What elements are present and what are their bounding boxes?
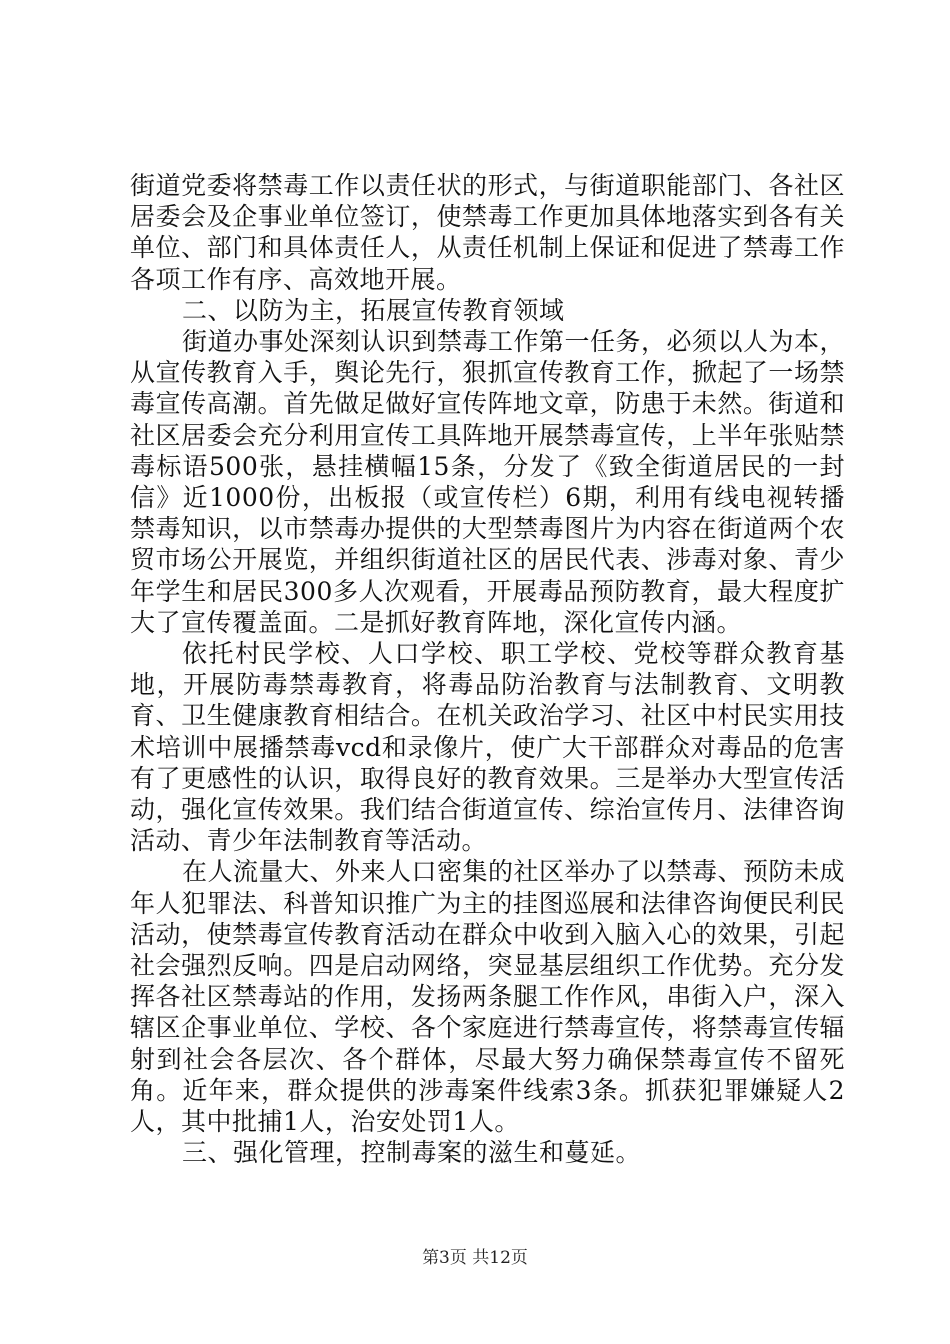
paragraph: 街道办事处深刻认识到禁毒工作第一任务，必须以人为本，从宣传教育入手，舆论先行，狠抓宣传教育工作，掀起了一场禁毒宣传高潮。首先做足做好宣传阵地文章，防患于未然。街道和社区居委会充分利用宣传工具阵地开展禁毒宣传，上半年张贴禁毒标语500张，悬挂横幅15条，分发了《致全街道居民的一封信》近1000份，出板报（或宣传栏）6期，利用有线电视转播禁毒知识，以市禁毒办提供的大型禁毒图片为内容在街道两个农贸市场公开展览，并组织街道社区的居民代表、涉毒对象、青少年学生和居民300多人次观看，开展毒品预防教育，最大程度扩大了宣传覆盖面。二是抓好教育阵地，深化宣传内涵。 (130, 327, 846, 637)
document-body (130, 170, 845, 1169)
section-heading-3: 三、强化管理，控制毒案的滋生和蔓延。 (182, 1138, 642, 1168)
paragraph-continuation: 街道党委将禁毒工作以责任状的形式，与街道职能部门、各社区居委会及企事业单位签订，使禁毒工作更加具体地落实到各有关单位、部门和具体责任人，从责任机制上保证和促进了禁毒工作各项工作有序、高效地开展。 (130, 171, 845, 294)
section-heading-2: 二、以防为主，拓展宣传教育领域 (182, 295, 565, 325)
paragraph: 在人流量大、外来人口密集的社区举办了以禁毒、预防未成年人犯罪法、科普知识推广为主的挂图巡展和法律咨询便民利民活动，使禁毒宣传教育活动在群众中收到入脑入心的效果，引起社会强烈反响。四是启动网络，突显基层组织工作优势。充分发挥各社区禁毒站的作用，发扬两条腿工作作风，串街入户，深入辖区企事业单位、学校、各个家庭进行禁毒宣传，将禁毒宣传辐射到社会各层次、各个群体，尽最大努力确保禁毒宣传不留死角。近年来，群众提供的涉毒案件线索3条。抓获犯罪嫌疑人2人，其中批捕1人，治安处罚1人。 (130, 857, 846, 1137)
page-number-footer: 第3页 共12页 (422, 1248, 528, 1268)
paragraph: 依托村民学校、人口学校、职工学校、党校等群众教育基地，开展防毒禁毒教育，将毒品防治教育与法制教育、文明教育、卫生健康教育相结合。在机关政治学习、社区中村民实用技术培训中展播禁毒vcd和录像片，使广大干部群众对毒品的危害有了更感性的认识，取得良好的教育效果。三是举办大型宣传活动，强化宣传效果。我们结合街道宣传、综治宣传月、法律咨询活动、青少年法制教育等活动。 (130, 639, 845, 856)
